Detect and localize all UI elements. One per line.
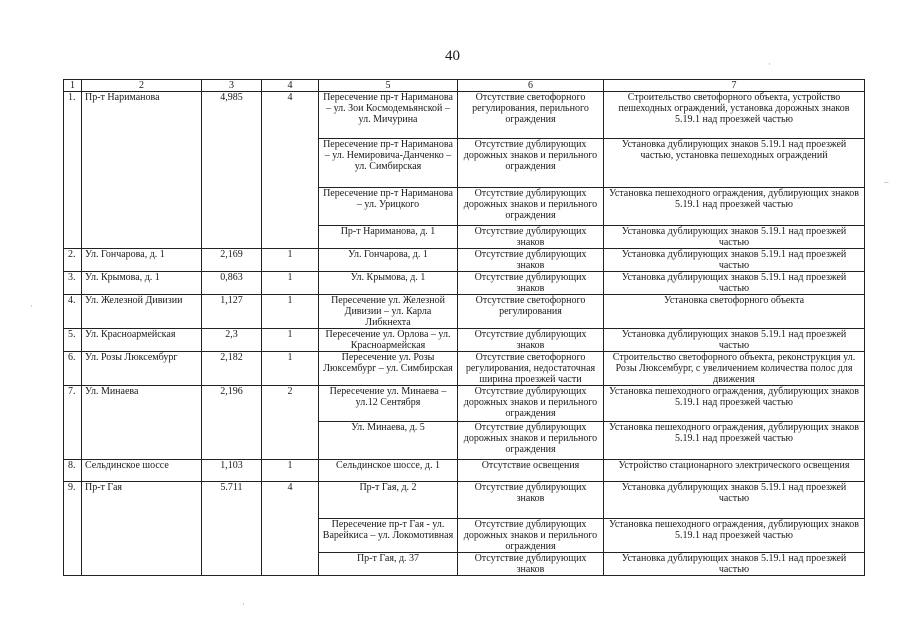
street-cell: Ул. Гончарова, д. 1 (82, 249, 202, 272)
location-cell: Пересечение пр-т Нариманова – ул. Немировича-Данченко – ул. Симбирская (319, 139, 458, 188)
row-number-cell: 8. (64, 460, 82, 482)
problem-cell: Отсутствие дублирующих знаков (458, 553, 604, 576)
table-row (64, 482, 865, 519)
count-cell: 4 (262, 92, 319, 249)
street-cell: Ул. Розы Люксембург (82, 352, 202, 386)
count-cell: 1 (262, 460, 319, 482)
street-cell: Ул. Красноармейская (82, 329, 202, 352)
location-cell: Пересечение ул. Орлова – ул. Красноармейская (319, 329, 458, 352)
length-cell: 2,3 (202, 329, 262, 352)
table-row (64, 386, 865, 422)
location-cell: Пересечение пр-т Нариманова – ул. Урицкого (319, 188, 458, 226)
problem-cell: Отсутствие дублирующих дорожных знаков и перильного ограждения (458, 188, 604, 226)
measures-cell: Строительство светофорного объекта, реконструкция ул. Розы Люксембург, с увеличением количества полос для движения (604, 352, 865, 386)
measures-cell: Установка пешеходного ограждения, дублирующих знаков 5.19.1 над проезжей частью (604, 188, 865, 226)
measures-cell: Устройство стационарного электрического освещения (604, 460, 865, 482)
count-cell: 1 (262, 295, 319, 329)
row-number-cell: 9. (64, 482, 82, 576)
length-cell: 1,127 (202, 295, 262, 329)
measures-cell: Установка дублирующих знаков 5.19.1 над проезжей частью (604, 329, 865, 352)
problem-cell: Отсутствие дублирующих знаков (458, 482, 604, 519)
table-row (64, 272, 865, 295)
street-cell: Ул. Железной Дивизии (82, 295, 202, 329)
problem-cell: Отсутствие дублирующих знаков (458, 329, 604, 352)
row-number-cell: 1. (64, 92, 82, 249)
location-cell: Пр-т Гая, д. 37 (319, 553, 458, 576)
street-cell: Ул. Крымова, д. 1 (82, 272, 202, 295)
header-cell: 4 (262, 80, 319, 92)
street-cell: Пр-т Нариманова (82, 92, 202, 249)
problem-cell: Отсутствие дублирующих знаков (458, 249, 604, 272)
measures-cell: Установка дублирующих знаков 5.19.1 над проезжей частью (604, 226, 865, 249)
table-row (64, 329, 865, 352)
length-cell: 0,863 (202, 272, 262, 295)
problem-cell: Отсутствие дублирующих дорожных знаков и перильного ограждения (458, 519, 604, 553)
problem-cell: Отсутствие светофорного регулирования, недостаточная ширина проезжей части (458, 352, 604, 386)
length-cell: 1,103 (202, 460, 262, 482)
problem-cell: Отсутствие дублирующих дорожных знаков и перильного ограждения (458, 422, 604, 460)
scan-mark: · (768, 59, 771, 69)
count-cell: 1 (262, 249, 319, 272)
location-cell: Пр-т Нариманова, д. 1 (319, 226, 458, 249)
count-cell: 2 (262, 386, 319, 460)
measures-cell: Установка дублирующих знаков 5.19.1 над проезжей частью (604, 553, 865, 576)
count-cell: 1 (262, 352, 319, 386)
location-cell: Сельдинское шоссе, д. 1 (319, 460, 458, 482)
table-row (64, 249, 865, 272)
problem-cell: Отсутствие светофорного регулирования (458, 295, 604, 329)
road-safety-table (63, 79, 865, 576)
count-cell: 1 (262, 272, 319, 295)
location-cell: Пересечение пр-т Нариманова – ул. Зои Космодемьянской – ул. Мичурина (319, 92, 458, 139)
measures-cell: Установка дублирующих знаков 5.19.1 над проезжей частью (604, 249, 865, 272)
row-number-cell: 7. (64, 386, 82, 460)
problem-cell: Отсутствие дублирующих знаков (458, 272, 604, 295)
scan-mark: · (242, 599, 245, 609)
location-cell: Пр-т Гая, д. 2 (319, 482, 458, 519)
street-cell: Пр-т Гая (82, 482, 202, 576)
problem-cell: Отсутствие дублирующих знаков (458, 226, 604, 249)
location-cell: Пересечение ул. Железной Дивизии – ул. Карла Либкнехта (319, 295, 458, 329)
scan-mark: – (884, 177, 889, 187)
location-cell: Ул. Крымова, д. 1 (319, 272, 458, 295)
problem-cell: Отсутствие дублирующих дорожных знаков и перильного ограждения (458, 386, 604, 422)
length-cell: 2,169 (202, 249, 262, 272)
problem-cell: Отсутствие дублирующих дорожных знаков и перильного ограждения (458, 139, 604, 188)
location-cell: Ул. Гончарова, д. 1 (319, 249, 458, 272)
measures-cell: Установка светофорного объекта (604, 295, 865, 329)
row-number-cell: 2. (64, 249, 82, 272)
measures-cell: Установка дублирующих знаков 5.19.1 над проезжей частью (604, 482, 865, 519)
location-cell: Пересечение пр-т Гая - ул. Варейкиса – ул. Локомотивная (319, 519, 458, 553)
measures-cell: Строительство светофорного объекта, устройство пешеходных ограждений, установка дорожных знаков 5.19.1 над проезжей частью (604, 92, 865, 139)
header-cell: 6 (458, 80, 604, 92)
length-cell: 2,196 (202, 386, 262, 460)
measures-cell: Установка пешеходного ограждения, дублирующих знаков 5.19.1 над проезжей частью (604, 422, 865, 460)
table-row (64, 352, 865, 386)
location-cell: Пересечение ул. Минаева – ул.12 Сентября (319, 386, 458, 422)
table-body (64, 80, 865, 576)
header-cell: 7 (604, 80, 865, 92)
table-row (64, 92, 865, 139)
row-number-cell: 4. (64, 295, 82, 329)
row-number-cell: 3. (64, 272, 82, 295)
measures-cell: Установка пешеходного ограждения, дублирующих знаков 5.19.1 над проезжей частью (604, 519, 865, 553)
count-cell: 4 (262, 482, 319, 576)
header-cell: 3 (202, 80, 262, 92)
street-cell: Сельдинское шоссе (82, 460, 202, 482)
page-number: 40 (445, 48, 460, 64)
length-cell: 5.711 (202, 482, 262, 576)
row-number-cell: 5. (64, 329, 82, 352)
table-row (64, 460, 865, 482)
header-cell: 1 (64, 80, 82, 92)
measures-cell: Установка дублирующих знаков 5.19.1 над проезжей частью (604, 272, 865, 295)
street-cell: Ул. Минаева (82, 386, 202, 460)
measures-cell: Установка дублирующих знаков 5.19.1 над проезжей частью, установка пешеходных ограждений (604, 139, 865, 188)
scan-mark: · (30, 301, 33, 311)
header-row (64, 80, 865, 92)
location-cell: Пересечение ул. Розы Люксембург – ул. Симбирская (319, 352, 458, 386)
problem-cell: Отсутствие светофорного регулирования, перильного ограждения (458, 92, 604, 139)
length-cell: 2,182 (202, 352, 262, 386)
header-cell: 2 (82, 80, 202, 92)
count-cell: 1 (262, 329, 319, 352)
header-cell: 5 (319, 80, 458, 92)
row-number-cell: 6. (64, 352, 82, 386)
location-cell: Ул. Минаева, д. 5 (319, 422, 458, 460)
problem-cell: Отсутствие освещения (458, 460, 604, 482)
length-cell: 4,985 (202, 92, 262, 249)
table-row (64, 295, 865, 329)
measures-cell: Установка пешеходного ограждения, дублирующих знаков 5.19.1 над проезжей частью (604, 386, 865, 422)
